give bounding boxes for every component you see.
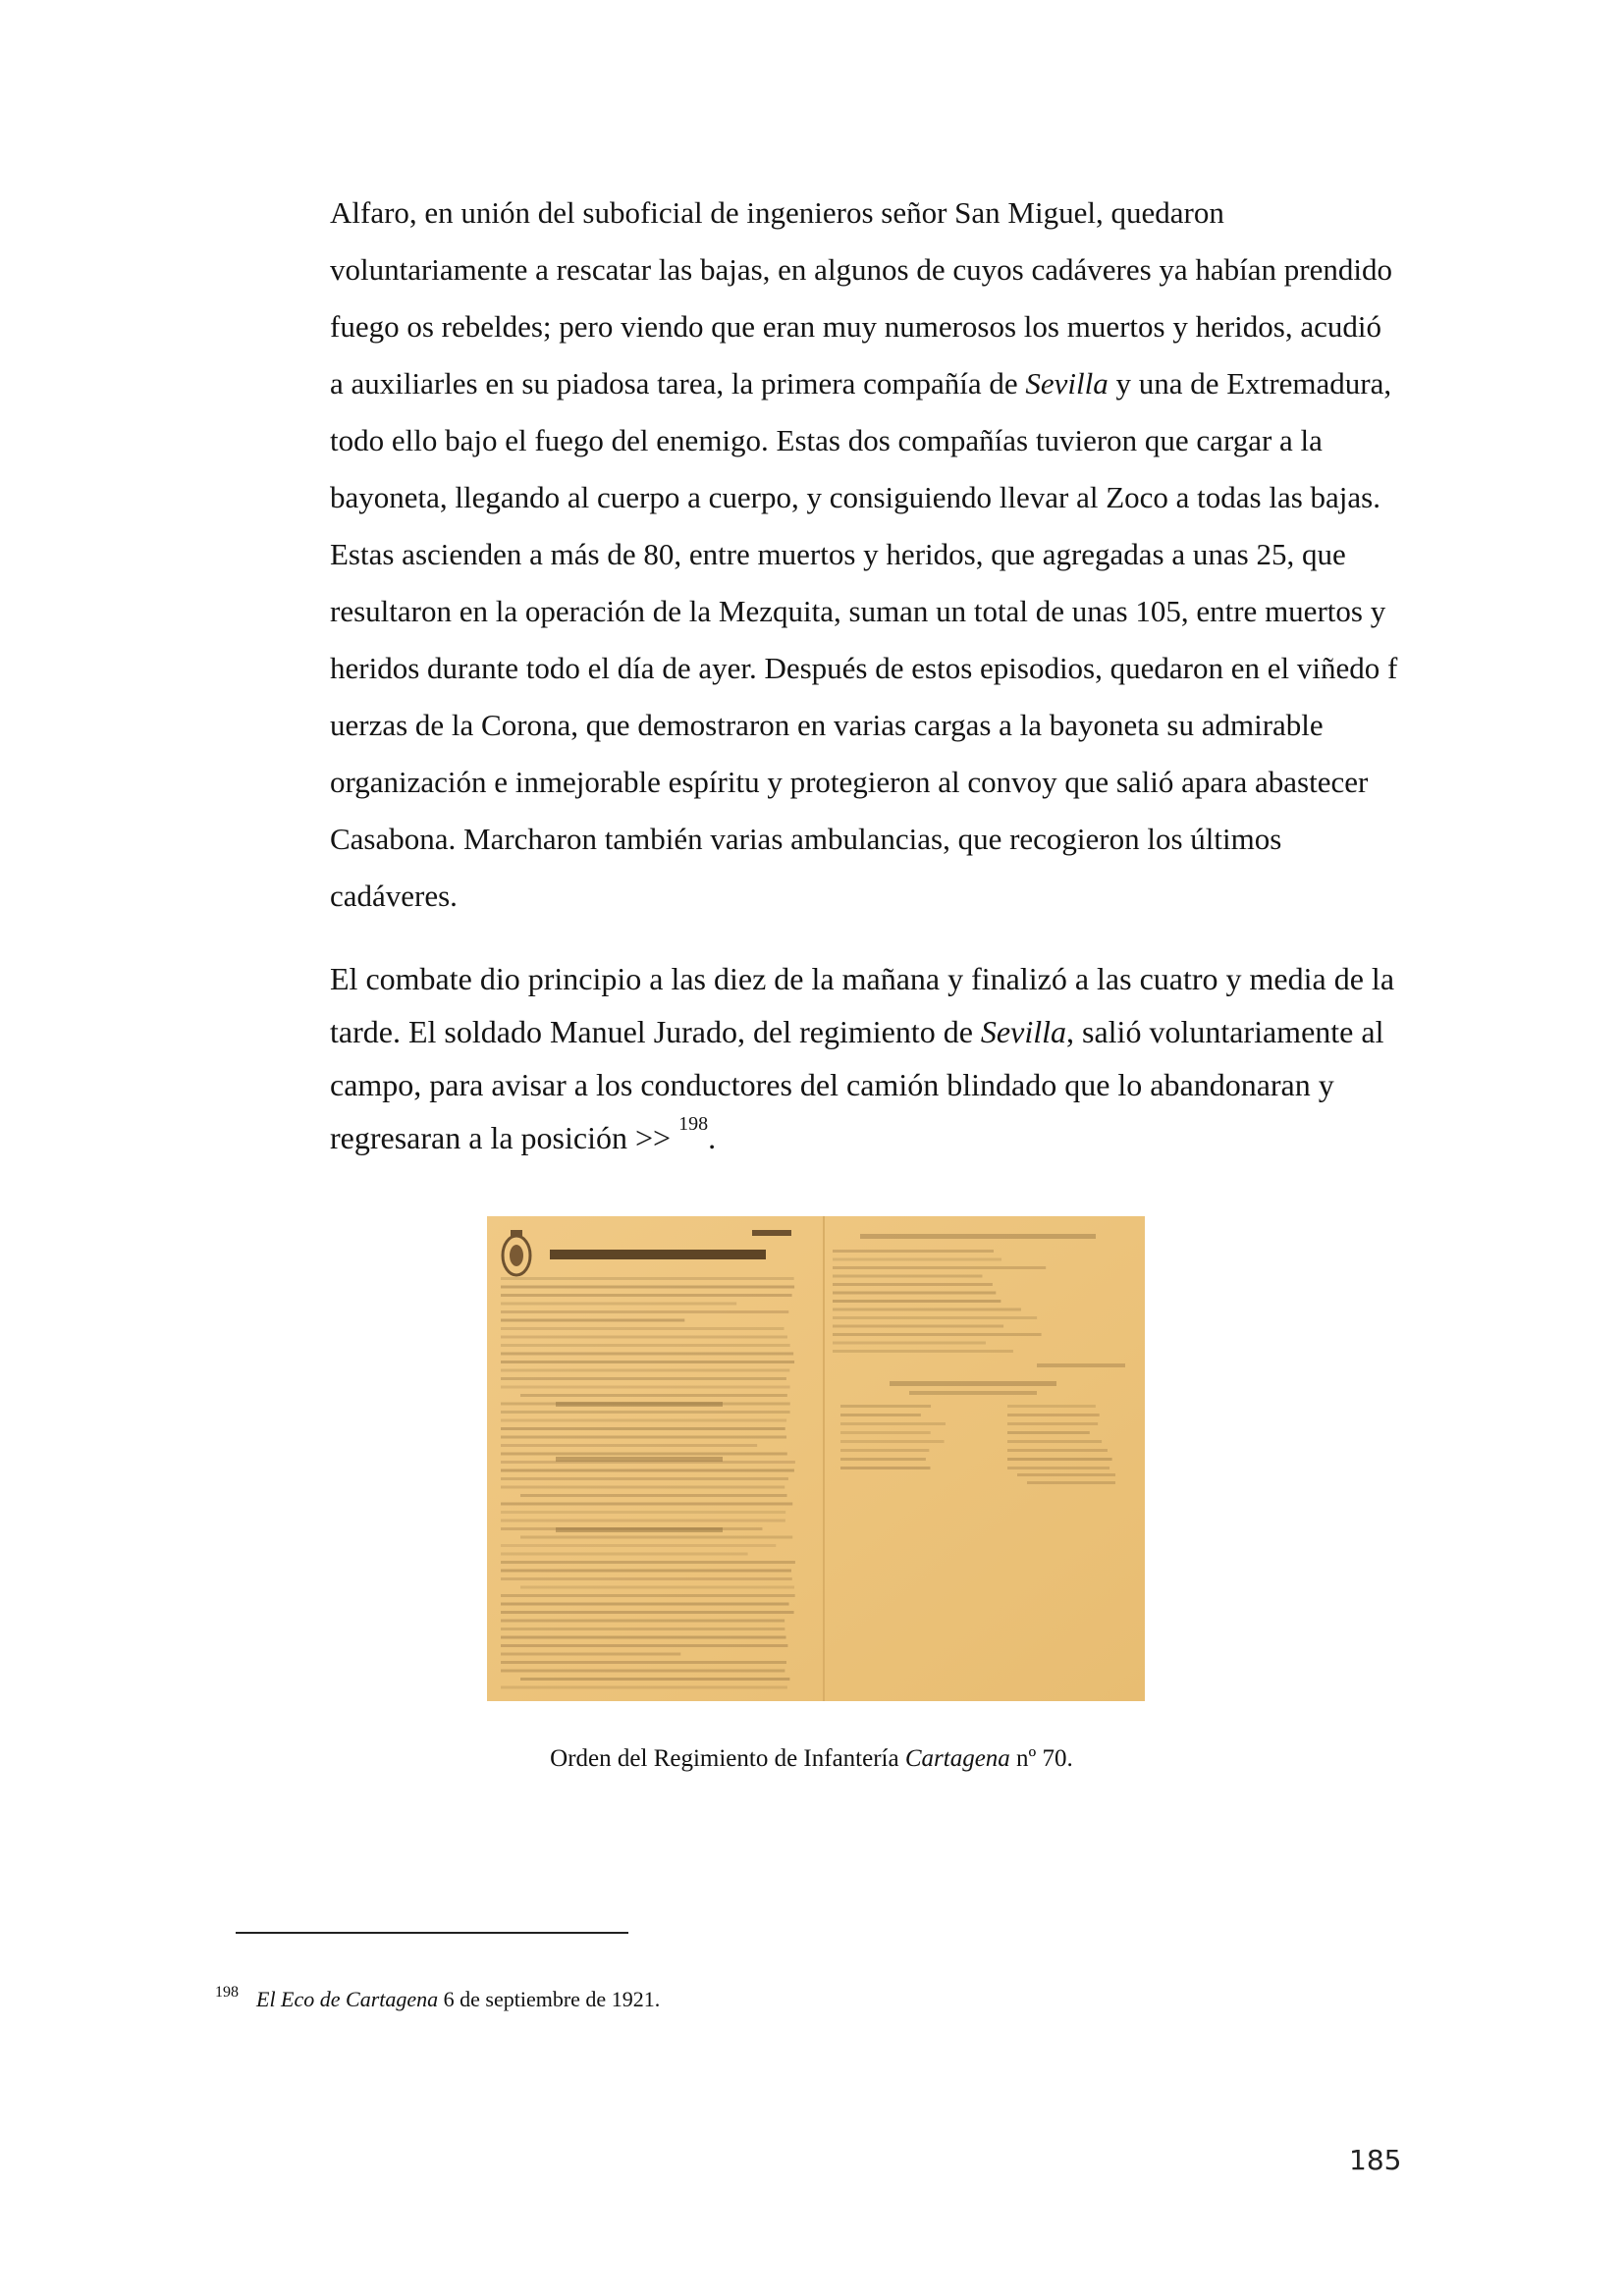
printed-text-line (1007, 1414, 1100, 1416)
printed-text-line (833, 1342, 986, 1345)
printed-text-line (501, 1436, 786, 1439)
printed-text-line (501, 1620, 784, 1623)
printed-text-line (501, 1344, 790, 1347)
printed-text-line (501, 1419, 786, 1422)
printed-text-line (520, 1394, 787, 1397)
footnote-reference: 198 (678, 1113, 709, 1135)
printed-text-line (840, 1440, 945, 1443)
printed-text-line (501, 1453, 787, 1456)
printed-text-line (840, 1414, 921, 1416)
para1-text-2: y una de Extremadura, todo ello bajo el fuego del enemigo. Estas dos compañías tuvieron que cargar a la bayoneta, llegando al cuerpo a cuerpo, y consiguiendo llevar al Zoco a todas las bajas. Estas ascienden a más de 80, entre muertos y heridos, que agregadas a unas 25, que resultaron en la operación de la Mezquita, suman un total de unas 105, entre muertos y heridos durante todo el día de ayer. Después de estos episodios, quedaron en el viñedo f uerzas de la Corona, que demostraron en varias cargas a la bayoneta su admirable organización e inmejorable espíritu y protegieron al convoy que salió apara abastecer Casabona. Marcharon también varias ambulancias, que recogieron los últimos cadáveres. (330, 366, 1398, 913)
printed-text-line (833, 1275, 982, 1278)
printed-text-line (833, 1325, 1003, 1328)
printed-text-line (833, 1250, 994, 1253)
printed-text-line (520, 1586, 794, 1589)
printed-text-line (501, 1377, 786, 1380)
printed-text-line (890, 1381, 1056, 1386)
printed-text-line (501, 1628, 784, 1630)
printed-text-line (840, 1422, 946, 1425)
printed-text-line (501, 1353, 793, 1356)
printed-text-line (501, 1653, 680, 1656)
printed-text-line (501, 1277, 794, 1280)
body-paragraph-2 (330, 952, 1400, 1164)
para2-italic-sevilla: Sevilla (980, 1014, 1066, 1049)
printed-text-line (909, 1391, 1037, 1395)
document-scan-drawing (487, 1216, 1145, 1701)
para1-text-1: Alfaro, en unión del suboficial de ingenieros señor San Miguel, quedaron voluntariamente a rescatar las bajas, en algunos de cuyos cadáveres ya habían prendido fuego os rebeldes; pero viendo que eran muy numerosos los muertos y heridos, acudió a auxiliarles en su piadosa tarea, la primera compañía de (330, 195, 1392, 400)
printed-text-line (833, 1292, 996, 1295)
footnote-separator-rule (236, 1932, 628, 1934)
printed-text-line (501, 1486, 784, 1489)
footnote (215, 1984, 661, 2012)
printed-text-line (833, 1258, 1001, 1261)
printed-text-line (1007, 1422, 1098, 1425)
printed-text-line (501, 1361, 794, 1363)
footnote-number: 198 (215, 1984, 239, 2001)
page-number: 185 (1349, 2144, 1402, 2176)
printed-text-line (501, 1427, 785, 1430)
printed-text-line (501, 1411, 790, 1414)
para1-italic-sevilla: Sevilla (1025, 366, 1109, 400)
printed-text-line (520, 1678, 789, 1681)
printed-text-line (833, 1266, 1046, 1269)
para2-text-1: El combate dio principio a las diez de la mañana y finalizó a las cuatro y media de la tarde. El soldado Manuel Jurado, del regimiento de (330, 961, 1395, 1049)
printed-text-line (1007, 1440, 1102, 1443)
printed-text-line (501, 1286, 794, 1289)
printed-text-line (501, 1561, 795, 1564)
printed-text-line (556, 1527, 723, 1532)
printed-text-line (501, 1294, 792, 1297)
printed-text-line (501, 1594, 795, 1597)
printed-text-line (1007, 1458, 1112, 1461)
printed-text-line (501, 1444, 757, 1447)
printed-text-line (501, 1503, 792, 1506)
document-number-block (752, 1230, 791, 1236)
printed-text-line (556, 1402, 723, 1407)
printed-text-line (501, 1303, 736, 1306)
caption-text-suffix: nº 70. (1009, 1745, 1073, 1772)
printed-text-line (501, 1686, 787, 1689)
printed-text-line (501, 1636, 786, 1639)
printed-text-line (501, 1327, 784, 1330)
printed-text-line (840, 1467, 930, 1469)
printed-text-line (833, 1283, 993, 1286)
printed-text-line (501, 1570, 791, 1573)
printed-text-line (501, 1577, 792, 1580)
printed-text-line (840, 1431, 931, 1434)
printed-text-line (833, 1333, 1042, 1336)
printed-text-line (1007, 1431, 1090, 1434)
printed-text-line (1037, 1363, 1125, 1367)
para2-text-3: . (708, 1120, 717, 1155)
printed-text-line (501, 1661, 786, 1664)
footnote-source-title: El Eco de Cartagena (256, 1987, 439, 2011)
figure-caption (0, 1745, 1623, 1773)
printed-text-line (833, 1300, 1001, 1303)
printed-text-line (501, 1511, 785, 1514)
printed-text-line (501, 1369, 789, 1372)
printed-text-line (1027, 1481, 1115, 1484)
printed-text-line (501, 1469, 794, 1472)
printed-text-line (501, 1319, 684, 1322)
document-heading-block (550, 1250, 766, 1259)
caption-italic-cartagena: Cartagena (904, 1745, 1010, 1772)
printed-text-line (520, 1536, 792, 1539)
printed-text-line (833, 1316, 1037, 1319)
printed-text-line (501, 1310, 788, 1313)
printed-text-line (556, 1457, 723, 1462)
printed-text-line (501, 1336, 787, 1339)
printed-text-line (501, 1670, 784, 1673)
printed-text-line (833, 1308, 1021, 1311)
footnote-text: 6 de septiembre de 1921. (438, 1987, 661, 2011)
printed-text-line (501, 1544, 776, 1547)
printed-text-line (1007, 1449, 1108, 1452)
printed-text-line (501, 1603, 789, 1606)
printed-text-line (860, 1234, 1096, 1239)
para2-text-2: , salió voluntariamente al campo, para avisar a los conductores del camión blindado que lo abandonaran y regresaran a la posición >> (330, 1014, 1384, 1155)
printed-text-line (501, 1553, 748, 1556)
printed-text-line (840, 1458, 926, 1461)
printed-text-line (1007, 1467, 1109, 1469)
caption-text-prefix: Orden del Regimiento de Infantería (550, 1745, 905, 1772)
body-paragraph-1 (330, 185, 1400, 925)
printed-text-line (501, 1644, 787, 1647)
printed-text-line (520, 1494, 787, 1497)
printed-text-line (840, 1449, 929, 1452)
printed-text-line (501, 1611, 794, 1614)
printed-text-line (501, 1477, 788, 1480)
printed-text-line (1017, 1473, 1115, 1476)
regiment-order-document-image (487, 1216, 1145, 1701)
printed-text-line (840, 1405, 931, 1408)
printed-text-line (501, 1520, 785, 1522)
printed-text-line (833, 1350, 1013, 1353)
printed-text-line (501, 1386, 790, 1389)
printed-text-line (1007, 1405, 1096, 1408)
